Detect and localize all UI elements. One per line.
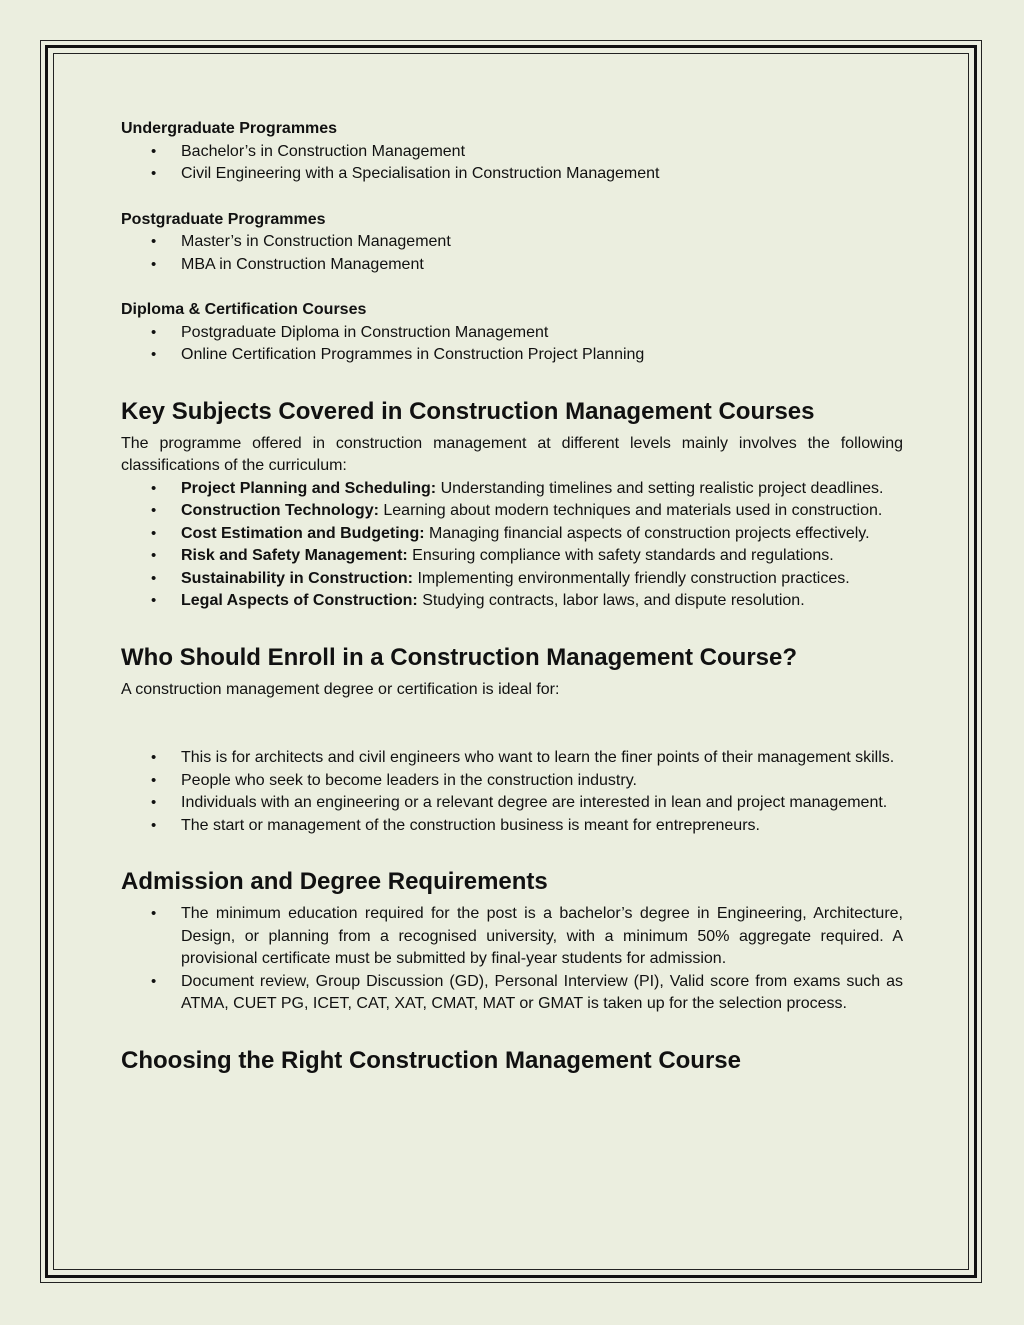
list-item: • People who seek to become leaders in the construction industry. (121, 770, 903, 793)
list-item (121, 500, 903, 523)
subject-desc: Understanding timelines and setting realistic project deadlines. (436, 479, 884, 497)
list-item: • The minimum education required for the post is a bachelor’s degree in Engineering, Architecture, Design, or planning from a recognised university, with a minimum 50% aggregate required. A provisional certificate must be submitted by final-year students for admission. (121, 903, 903, 971)
subjects-list (121, 478, 903, 613)
subject-desc: Learning about modern techniques and materials used in construction. (378, 502, 883, 519)
list-item (121, 545, 903, 568)
list-item: • Master’s in Construction Management (121, 231, 903, 254)
enroll-heading: Who Should Enroll in a Construction Management Course? (121, 643, 798, 671)
subject-desc: Studying contracts, labor laws, and dispute resolution. (417, 592, 805, 609)
diploma-list (121, 322, 903, 367)
subject-desc: Ensuring compliance with safety standards and regulations. (407, 547, 834, 564)
subject-term: Construction Technology: (181, 502, 379, 519)
list-item: • Online Certification Programmes in Construction Project Planning (121, 344, 903, 367)
subject-term: Risk and Safety Management: (181, 547, 408, 564)
subject-desc: Managing financial aspects of construction projects effectively. (424, 524, 870, 542)
diploma-title: Diploma & Certification Courses (121, 301, 367, 318)
subject-term: Project Planning and Scheduling: (181, 479, 437, 497)
enroll-intro: A construction management degree or certification is ideal for: (121, 680, 560, 698)
list-item: • The start or management of the construction business is meant for entrepreneurs. (121, 815, 903, 838)
subject-term: Sustainability in Construction: (181, 569, 414, 587)
postgrad-title: Postgraduate Programmes (121, 210, 326, 228)
list-item (121, 590, 903, 613)
list-item (121, 478, 903, 501)
list-item: • Individuals with an engineering or a relevant degree are interested in lean and project management. (121, 792, 903, 815)
choosing-heading: Choosing the Right Construction Management Course (121, 1046, 742, 1074)
subject-term: Legal Aspects of Construction: (181, 592, 418, 609)
enroll-list (121, 747, 903, 837)
list-item: • This is for architects and civil engineers who want to learn the finer points of their management skills. (121, 747, 903, 770)
list-item (121, 568, 903, 591)
postgrad-list (121, 231, 903, 276)
list-item: • MBA in Construction Management (121, 254, 903, 277)
list-item: • Bachelor’s in Construction Management (121, 141, 903, 164)
subject-desc: Implementing environmentally friendly construction practices. (413, 569, 850, 587)
list-item: • Civil Engineering with a Specialisation in Construction Management (121, 163, 903, 186)
admission-heading: Admission and Degree Requirements (121, 868, 548, 895)
undergrad-list (121, 141, 903, 186)
list-item (121, 523, 903, 546)
list-item: • Postgraduate Diploma in Construction Management (121, 322, 903, 345)
admission-list (121, 903, 903, 1016)
undergrad-title: Undergraduate Programmes (121, 120, 338, 137)
subjects-heading: Key Subjects Covered in Construction Management Courses (121, 397, 815, 425)
subjects-intro: The programme offered in construction management at different levels mainly involves the following classifications of the curriculum: (121, 434, 903, 474)
document-body (121, 118, 903, 1076)
list-item: • Document review, Group Discussion (GD), Personal Interview (PI), Valid score from exams such as ATMA, CUET PG, ICET, CAT, XAT, CMAT, MAT or GMAT is taken up for the selection process. (121, 971, 903, 1016)
subject-term: Cost Estimation and Budgeting: (181, 524, 425, 542)
